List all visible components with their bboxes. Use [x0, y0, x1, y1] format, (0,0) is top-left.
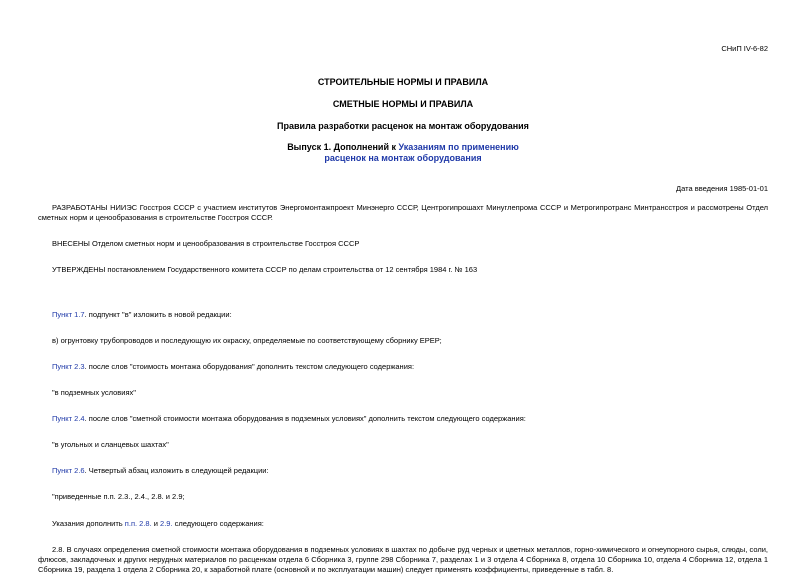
additions-paragraph — [38, 519, 768, 529]
introduced-paragraph: ВНЕСЕНЫ Отделом сметных норм и ценообразования в строительстве Госстроя СССР — [52, 239, 360, 249]
additions-link-2-8[interactable]: п.п. 2.8. — [124, 518, 152, 528]
item-2-6 — [38, 466, 768, 476]
item-2-6-content: "приведенные п.п. 2.3., 2.4., 2.8. и 2.9; — [52, 492, 185, 502]
item-2-8-paragraph: 2.8. В случаях определения сметной стоимости монтажа оборудования в подземных условиях в шахтах по добыче руд черных и цветных металлов, горно-химического и огнеупорного сырья, слюды, соли, флюсов, закладочных и других нерудных материалов по расценкам отдела 6 Сборника 3, группе 298 Сборника 7, разделах 1 и 3 отдела 4 Сборника 8, отдела 10 Сборника 10, отдела 4 Сборника 12, отдела 1 Сборника 19, раздела 1 отдела 2 Сборника 20, к заработной плате (основной и по эксплуатации машин) следует применять коэффициенты, приведенные в табл. 8. — [38, 544, 768, 574]
developed-paragraph: РАЗРАБОТАНЫ НИИЭС Госстроя СССР с участием институтов Энергомонтажпроект Минэнерго СССР, Центрогипрошахт Минуглепрома СССР и Метрогипротранс Минтрансстроя и рассмотрены Отдел сметных норм и ценообразования в строительстве Госстроя СССР. — [38, 203, 768, 223]
item-2-6-text: . Четвертый абзац изложить в следующей редакции: — [84, 466, 269, 476]
title-norms: СТРОИТЕЛЬНЫЕ НОРМЫ И ПРАВИЛА — [317, 77, 489, 87]
item-2-6-link[interactable]: Пункт 2.6 — [52, 466, 85, 476]
item-2-4 — [38, 414, 768, 424]
item-1-7 — [38, 310, 768, 320]
approved-paragraph: УТВЕРЖДЕНЫ постановлением Государственного комитета СССР по делам строительства от 12 сентября 1984 г. № 163 — [52, 265, 478, 275]
item-1-7-text: . подпункт "в" изложить в новой редакции: — [84, 309, 232, 319]
document-code: СНиП IV-6-82 — [721, 44, 768, 53]
title-estimate-norms: СМЕТНЫЕ НОРМЫ И ПРАВИЛА — [332, 99, 474, 109]
document-page — [38, 0, 768, 574]
document-body — [38, 203, 768, 575]
item-2-3-content: "в подземных условиях" — [52, 387, 136, 397]
title-issue-link-1[interactable]: Указаниям по применению — [398, 142, 519, 152]
item-2-3 — [38, 362, 768, 372]
item-2-3-text: . после слов "стоимость монтажа оборудования" дополнить текстом следующего содержания: — [84, 361, 415, 371]
additions-link-2-9[interactable]: 2.9. — [160, 518, 173, 528]
additions-mid: и — [151, 518, 161, 528]
item-2-4-text: . после слов "сметной стоимости монтажа оборудования в подземных условиях" дополнить текстом следующего содержания: — [84, 414, 526, 423]
item-1-7-link[interactable]: Пункт 1.7 — [52, 309, 85, 319]
title-rules: Правила разработки расценок на монтаж оборудования — [277, 121, 529, 131]
item-2-4-content: "в угольных и сланцевых шахтах" — [52, 440, 169, 450]
item-1-7-content: в) огрунтовку трубопроводов и последующую их окраску, определяемые по соответствующему сборнику ЕРЕР; — [52, 335, 442, 345]
item-2-4-link[interactable]: Пункт 2.4 — [52, 414, 85, 423]
title-issue — [38, 142, 768, 164]
additions-suffix: следующего содержания: — [172, 518, 264, 528]
title-issue-link-2[interactable]: расценок на монтаж оборудования — [324, 152, 482, 163]
intro-date: Дата введения 1985-01-01 — [676, 184, 768, 193]
title-issue-prefix: Выпуск 1. Дополнений к — [287, 142, 399, 152]
item-2-3-link[interactable]: Пункт 2.3 — [52, 361, 85, 371]
additions-prefix: Указания дополнить — [52, 518, 125, 528]
